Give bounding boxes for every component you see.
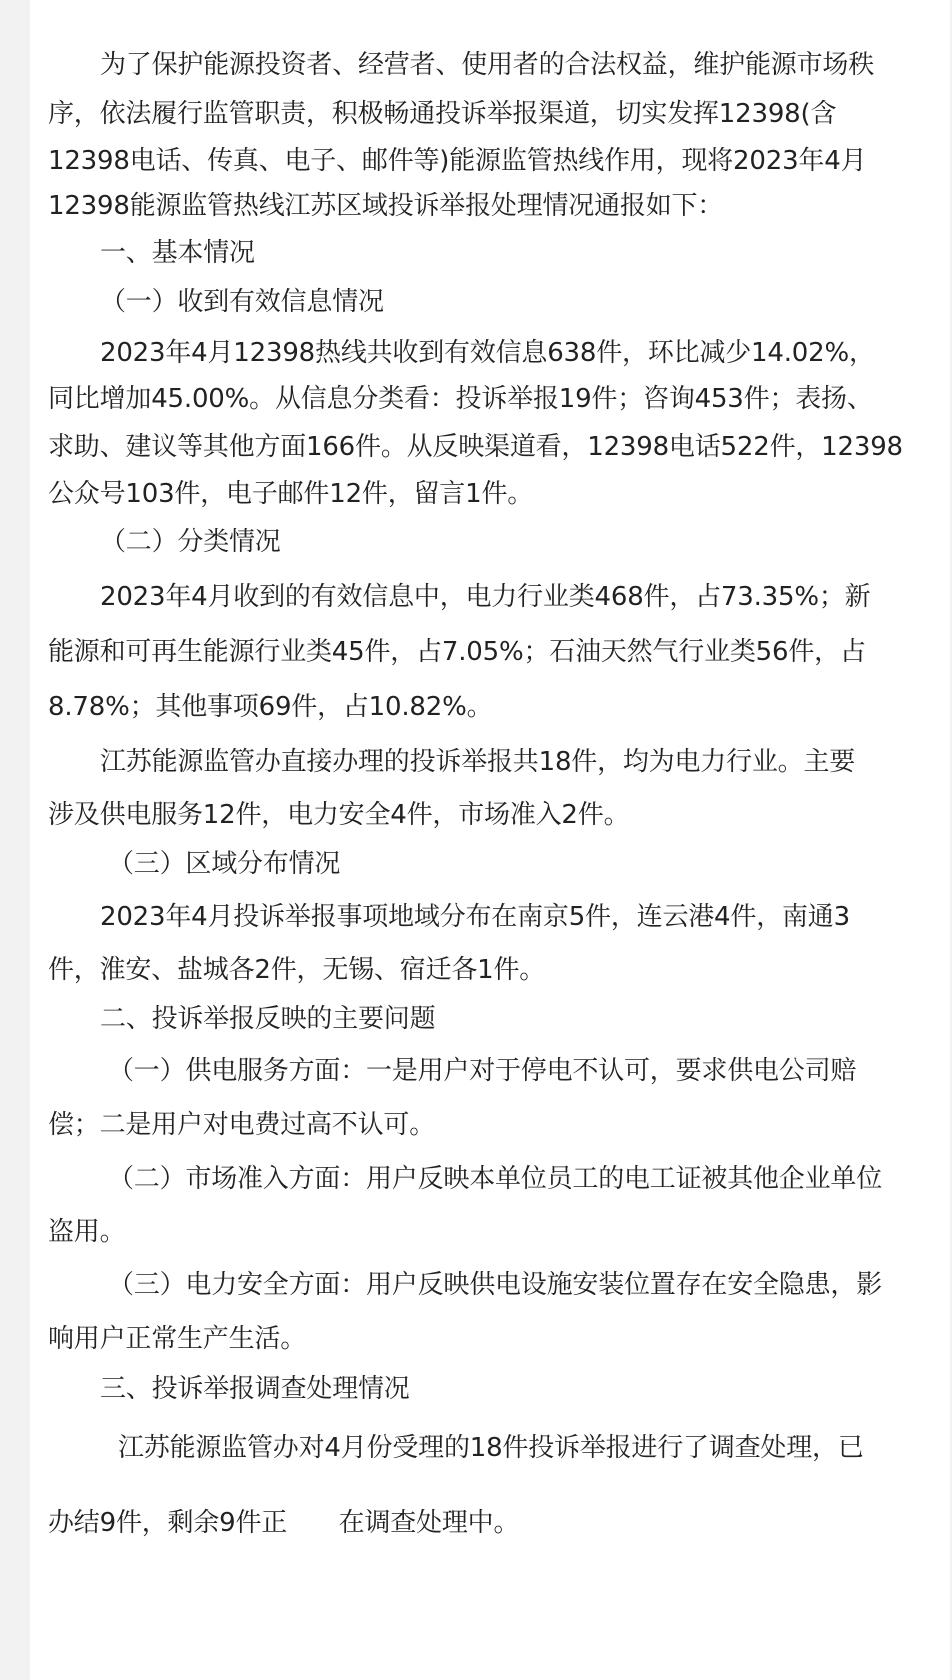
- paragraph-line: 同比增加45.00%。从信息分类看：投诉举报19件；咨询453件；表扬、: [48, 384, 873, 414]
- section-heading: 一、基本情况: [100, 238, 255, 268]
- paragraph-line: 12398能源监管热线江苏区域投诉举报处理情况通报如下：: [48, 191, 724, 221]
- subsection-heading: （一）收到有效信息情况: [100, 287, 384, 317]
- paragraph-line: 为了保护能源投资者、经营者、使用者的合法权益，维护能源市场秩: [100, 50, 875, 80]
- paragraph-line: 江苏能源监管办直接办理的投诉举报共18件，均为电力行业。主要: [100, 747, 856, 777]
- paragraph-line: 2023年4月投诉举报事项地域分布在南京5件，连云港4件，南通3: [100, 902, 850, 932]
- paragraph-line: （三）电力安全方面：用户反映供电设施安装位置存在安全隐患，影: [108, 1270, 883, 1300]
- paragraph-line: 序，依法履行监管职责，积极畅通投诉举报渠道，切实发挥12398(含: [48, 99, 837, 129]
- paragraph-line: 求助、建议等其他方面166件。从反映渠道看，12398电话522件，12398: [48, 432, 903, 462]
- paragraph-line: 办结9件，剩余9件正 在调查处理中。: [48, 1508, 520, 1538]
- paragraph-line: （二）市场准入方面：用户反映本单位员工的电工证被其他企业单位: [108, 1164, 883, 1194]
- paragraph-line: 公众号103件，电子邮件12件，留言1件。: [48, 479, 534, 509]
- paragraph-line: 12398电话、传真、电子、邮件等)能源监管热线作用，现将2023年4月: [48, 146, 867, 176]
- section-heading: 三、投诉举报调查处理情况: [100, 1374, 410, 1404]
- paragraph-line: 涉及供电服务12件，电力安全4件，市场准入2件。: [48, 800, 630, 830]
- subsection-heading: （二）分类情况: [100, 527, 281, 557]
- paragraph-line: 件，淮安、盐城各2件，无锡、宿迁各1件。: [48, 955, 546, 985]
- paragraph-line: 能源和可再生能源行业类45件，占7.05%；石油天然气行业类56件，占: [48, 637, 866, 667]
- subsection-heading: （三）区域分布情况: [108, 849, 341, 879]
- paragraph-line: 8.78%；其他事项69件，占10.82%。: [48, 692, 493, 722]
- paragraph-line: 偿；二是用户对电费过高不认可。: [48, 1110, 436, 1140]
- paragraph-line: 2023年4月12398热线共收到有效信息638件，环比减少14.02%，: [100, 338, 875, 368]
- paragraph-line: 盗用。: [48, 1217, 126, 1247]
- section-heading: 二、投诉举报反映的主要问题: [100, 1004, 436, 1034]
- paragraph-line: 2023年4月收到的有效信息中，电力行业类468件，占73.35%；新: [100, 582, 871, 612]
- paragraph-line: 江苏能源监管办对4月份受理的18件投诉举报进行了调查处理，已: [118, 1433, 864, 1463]
- paragraph-line: 响用户正常生产生活。: [48, 1324, 307, 1354]
- document-page: [30, 0, 950, 1680]
- paragraph-line: （一）供电服务方面：一是用户对于停电不认可，要求供电公司赔: [108, 1056, 857, 1086]
